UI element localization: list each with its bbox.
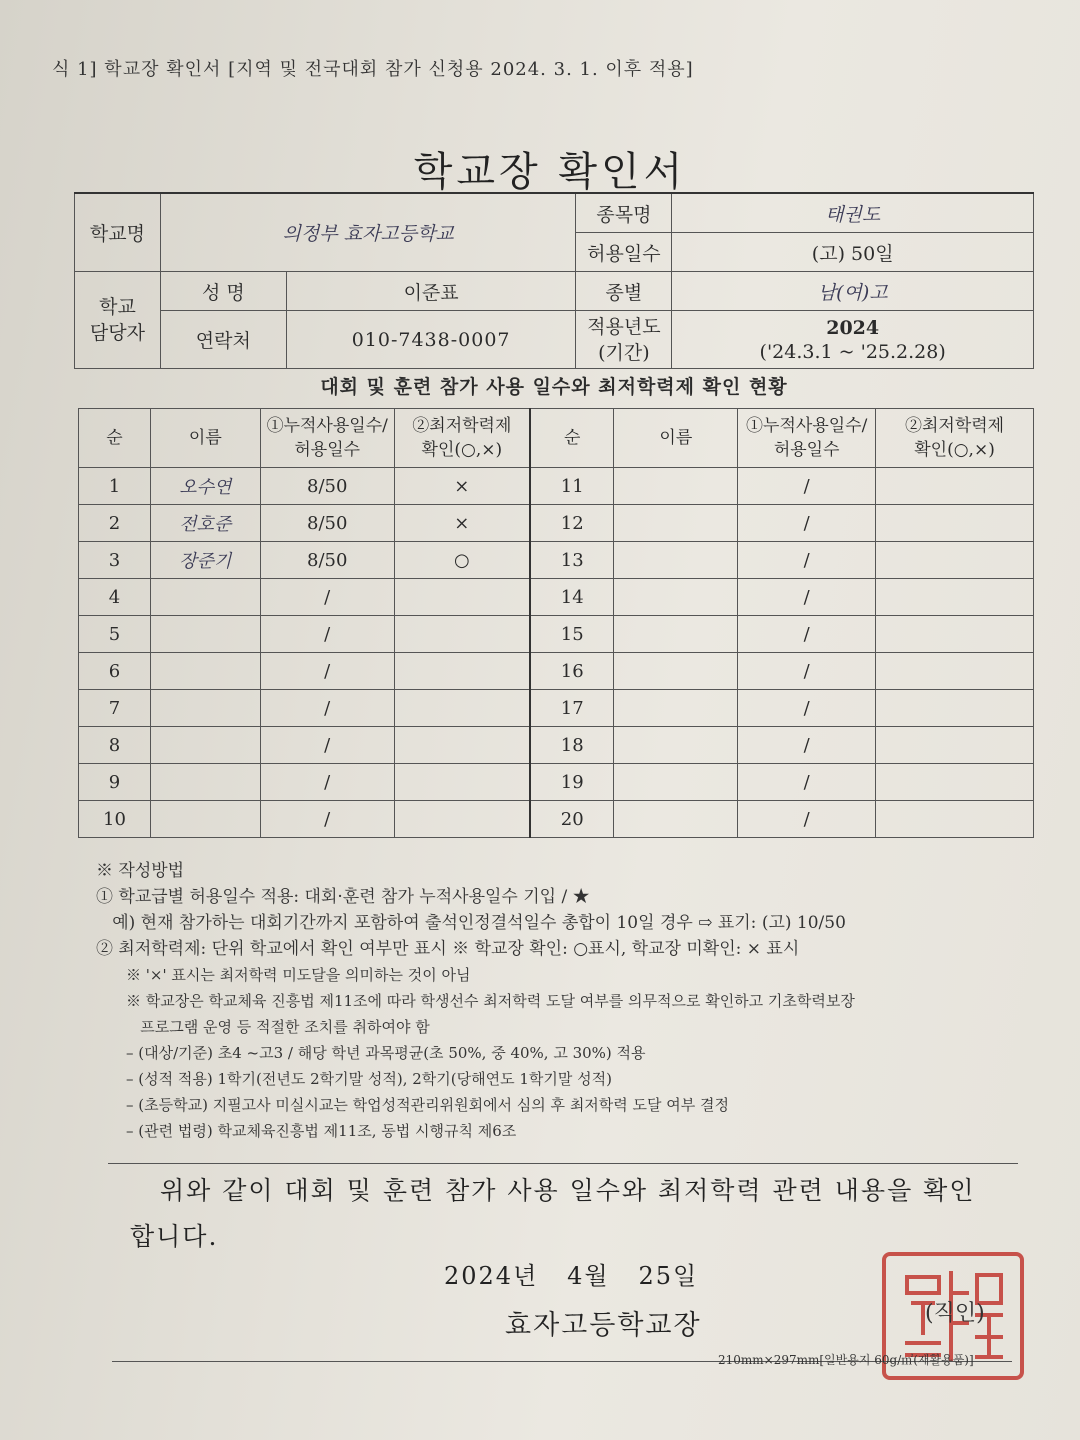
table-row [79, 764, 1034, 801]
row-no: 5 [79, 616, 151, 653]
row-name [150, 801, 260, 838]
row-no: 17 [530, 690, 614, 727]
instruction-line: 프로그램 운영 등 적절한 조치를 취하여야 함 [126, 1018, 430, 1036]
row-days: / [738, 616, 876, 653]
row-days: / [260, 690, 394, 727]
row-days: / [260, 616, 394, 653]
header-check-line-2: 확인(○,×) [421, 440, 503, 460]
usage-table [78, 408, 1034, 838]
row-check [394, 653, 530, 690]
allowed-days-value: (고) 50일 [672, 233, 1034, 272]
period-value [672, 311, 1034, 369]
header-no: 순 [79, 409, 151, 468]
row-name [150, 690, 260, 727]
row-no: 7 [79, 690, 151, 727]
row-days: / [738, 801, 876, 838]
table-row [79, 468, 1034, 505]
row-name [614, 653, 738, 690]
manager-name: 이준표 [286, 272, 576, 311]
info-table [74, 192, 1034, 369]
header-days [260, 409, 394, 468]
row-days: / [738, 505, 876, 542]
header-days-line-1: ①누적사용일수/ [266, 416, 388, 436]
row-days: 8/50 [260, 468, 394, 505]
row-check [876, 764, 1034, 801]
row-days: / [260, 727, 394, 764]
row-days: / [260, 579, 394, 616]
row-name [614, 801, 738, 838]
row-check [876, 690, 1034, 727]
form-label: 식 1] 학교장 확인서 [지역 및 전국대회 참가 신청용 2024. 3. 1. 이후 적용] [52, 59, 694, 80]
row-name [150, 764, 260, 801]
school-label: 학교명 [75, 193, 161, 272]
gender-label: 종별 [576, 272, 672, 311]
seal-label: (직인) [925, 1301, 985, 1326]
table-row [79, 727, 1034, 764]
period-label [576, 311, 672, 369]
manager-contact: 010-7438-0007 [286, 311, 576, 369]
manager-label-line-2: 담당자 [89, 322, 145, 344]
row-days: 8/50 [260, 505, 394, 542]
row-days: 8/50 [260, 542, 394, 579]
row-no: 11 [530, 468, 614, 505]
row-no: 18 [530, 727, 614, 764]
row-name [150, 616, 260, 653]
row-name: 오수연 [150, 468, 260, 505]
row-check [876, 468, 1034, 505]
row-name [150, 653, 260, 690]
table-row [79, 579, 1034, 616]
confirmation-text [130, 1168, 1010, 1260]
row-no: 16 [530, 653, 614, 690]
table-row [79, 616, 1034, 653]
row-no: 9 [79, 764, 151, 801]
header-no-right: 순 [530, 409, 614, 468]
row-days: / [738, 690, 876, 727]
row-no: 15 [530, 616, 614, 653]
usage-table-header [79, 409, 1034, 468]
sport-label: 종목명 [576, 193, 672, 233]
issue-date: 2024년 4월 25일 [444, 1262, 699, 1290]
row-check [394, 764, 530, 801]
header-days-line-2: 허용일수 [294, 440, 361, 460]
row-name [614, 616, 738, 653]
header-check-right-line-1: ②최저학력제 [904, 416, 1005, 436]
header-check-right [876, 409, 1034, 468]
row-no: 4 [79, 579, 151, 616]
row-days: / [738, 542, 876, 579]
usage-table-body [79, 468, 1034, 838]
row-name [614, 542, 738, 579]
table-row [79, 505, 1034, 542]
row-no: 2 [79, 505, 151, 542]
header-name: 이름 [150, 409, 260, 468]
row-days: / [738, 653, 876, 690]
gender-value: 남(여)고 [672, 272, 1034, 311]
principal-title: 효자고등학교장 [505, 1310, 702, 1341]
header-days-right [738, 409, 876, 468]
row-days: / [738, 468, 876, 505]
instruction-line: – (대상/기준) 초4 ~고3 / 해당 학년 과목평균(초 50%, 중 40%, 고 30%) 적용 [126, 1044, 646, 1062]
header-check-right-line-2: 확인(○,×) [914, 440, 995, 460]
row-no: 20 [530, 801, 614, 838]
row-check [876, 542, 1034, 579]
instruction-line: ※ 학교장은 학교체육 진흥법 제11조에 따라 학생선수 최저학력 도달 여부를 의무적으로 확인하고 기초학력보장 [126, 992, 855, 1010]
period-label-line-1: 적용년도 [587, 315, 661, 338]
row-check [876, 579, 1034, 616]
row-days: / [260, 764, 394, 801]
instruction-line: – (성적 적용) 1학기(전년도 2학기말 성적), 2학기(당해연도 1학기말 성적) [126, 1070, 612, 1088]
school-name: 의정부 효자고등학교 [160, 193, 576, 272]
table-row [79, 801, 1034, 838]
period-label-line-2: (기간) [598, 341, 650, 364]
row-no: 1 [79, 468, 151, 505]
instruction-line: – (관련 법령) 학교체육진흥법 제11조, 동법 시행규칙 제6조 [126, 1122, 517, 1140]
header-check-line-1: ②최저학력제 [412, 416, 512, 436]
row-no: 19 [530, 764, 614, 801]
row-name [614, 579, 738, 616]
row-check [394, 616, 530, 653]
manager-label-line-1: 학교 [99, 296, 136, 318]
row-no: 12 [530, 505, 614, 542]
instruction-line: ① 학교급별 허용일수 적용: 대회·훈련 참가 누적사용일수 기입 / ★ [96, 887, 590, 907]
row-name [614, 690, 738, 727]
row-days: / [738, 579, 876, 616]
row-no: 14 [530, 579, 614, 616]
instruction-line: ※ '×' 표시는 최저학력 미도달을 의미하는 것이 아님 [126, 966, 471, 984]
table-row [79, 542, 1034, 579]
instruction-line: ※ 작성방법 [96, 861, 185, 881]
row-check [394, 579, 530, 616]
table-row [79, 690, 1034, 727]
row-no: 8 [79, 727, 151, 764]
row-name [614, 764, 738, 801]
row-days: / [738, 764, 876, 801]
row-days: / [260, 653, 394, 690]
row-check [876, 727, 1034, 764]
row-check [876, 505, 1034, 542]
manager-label [75, 272, 161, 369]
row-check [394, 727, 530, 764]
row-check [394, 690, 530, 727]
writing-instructions [96, 858, 1036, 1144]
document-title: 학교장 확인서 [413, 149, 687, 195]
row-check: × [394, 505, 530, 542]
instruction-line: ② 최저학력제: 단위 학교에서 확인 여부만 표시 ※ 학교장 확인: ○표시, 학교장 미확인: × 표시 [96, 939, 800, 959]
instruction-line: – (초등학교) 지필고사 미실시교는 학업성적관리위원회에서 심의 후 최저학력 도달 여부 결정 [126, 1096, 730, 1114]
row-name: 장준기 [150, 542, 260, 579]
table-row [79, 653, 1034, 690]
row-check [876, 801, 1034, 838]
paper-spec: 210mm×297mm[일반용지 60g/㎡(재활용품)] [718, 1353, 974, 1367]
row-check: × [394, 468, 530, 505]
header-days-right-line-1: ①누적사용일수/ [746, 416, 868, 436]
row-days: / [738, 727, 876, 764]
instruction-line: 예) 현재 참가하는 대회기간까지 포함하여 출석인정결석일수 총합이 10일 경우 ⇨ 표기: (고) 10/50 [96, 913, 846, 933]
row-name [150, 579, 260, 616]
confirmation-line-2: 합니다. [130, 1222, 219, 1251]
sport-value: 태권도 [672, 193, 1034, 233]
confirmation-line-1: 위와 같이 대회 및 훈련 참가 사용 일수와 최저학력 관련 내용을 확인 [160, 1176, 976, 1205]
row-no: 6 [79, 653, 151, 690]
row-name [614, 468, 738, 505]
allowed-days-label: 허용일수 [576, 233, 672, 272]
row-check [876, 653, 1034, 690]
period-year: 2024 [826, 316, 880, 339]
header-check [394, 409, 530, 468]
row-name [150, 727, 260, 764]
divider [108, 1163, 1018, 1164]
row-name [614, 505, 738, 542]
row-name [614, 727, 738, 764]
period-range: ('24.3.1 ~ '25.2.28) [759, 340, 946, 363]
row-no: 13 [530, 542, 614, 579]
section-title: 대회 및 훈련 참가 사용 일수와 최저학력제 확인 현황 [320, 376, 788, 398]
manager-contact-label: 연락처 [160, 311, 286, 369]
header-name-right: 이름 [614, 409, 738, 468]
row-check [394, 801, 530, 838]
row-name: 전호준 [150, 505, 260, 542]
row-no: 3 [79, 542, 151, 579]
row-no: 10 [79, 801, 151, 838]
header-days-right-line-2: 허용일수 [773, 440, 840, 460]
row-days: / [260, 801, 394, 838]
row-check [876, 616, 1034, 653]
row-check: ○ [394, 542, 530, 579]
manager-name-label: 성 명 [160, 272, 286, 311]
